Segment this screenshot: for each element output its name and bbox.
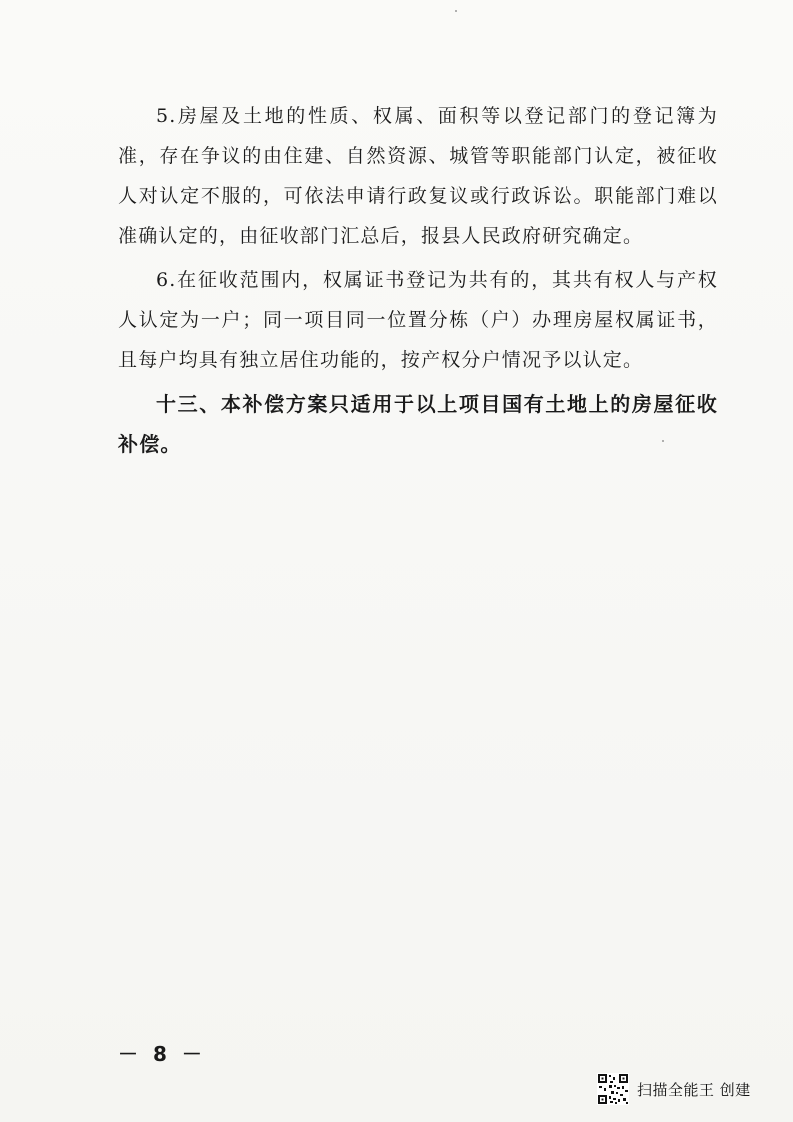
qr-code-icon: [597, 1073, 629, 1105]
document-body: [118, 96, 718, 468]
paragraph-item-6: 6.在征收范围内，权属证书登记为共有的，其共有权人与产权人认定为一户；同一项目同一位置分栋（户）办理房屋权属证书，且每户均具有独立居住功能的，按产权分户情况予以认定。: [118, 269, 718, 371]
section-thirteen-paragraph: 十三、本补偿方案只适用于以上项目国有土地上的房屋征收补偿。: [118, 392, 718, 456]
scan-speck: [455, 10, 457, 12]
scan-speck: [662, 440, 664, 442]
paragraph-item-5: 5.房屋及土地的性质、权属、面积等以登记部门的登记簿为准，存在争议的由住建、自然资源、城管等职能部门认定，被征收人对认定不服的，可依法申请行政复议或行政诉讼。职能部门难以准确认定的，由征收部门汇总后，报县人民政府研究确定。: [118, 105, 718, 247]
page-number: － 8 －: [118, 1042, 206, 1066]
scanner-watermark: [597, 1072, 751, 1106]
watermark-text: 扫描全能王 创建: [637, 1080, 751, 1099]
